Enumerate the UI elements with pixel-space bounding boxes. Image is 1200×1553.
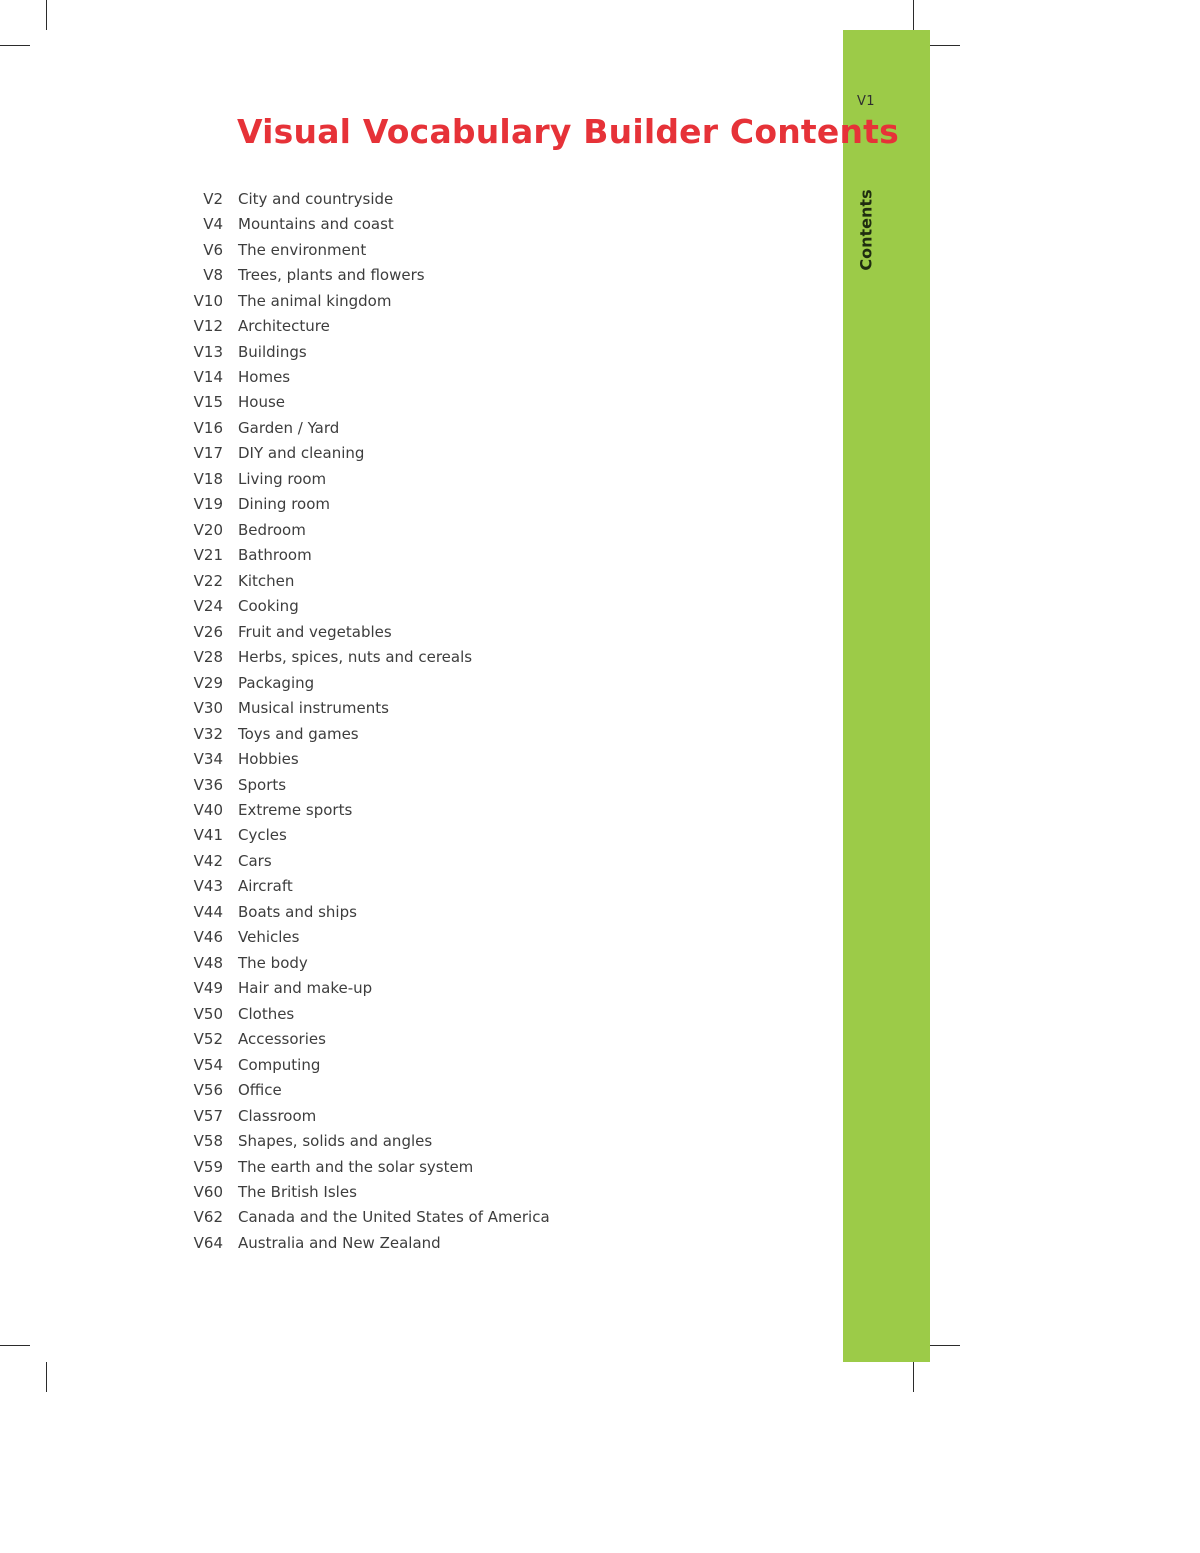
contents-entry: [180, 1205, 550, 1230]
contents-entry-title: The earth and the solar system: [238, 1157, 474, 1176]
contents-page-number: V17: [193, 444, 223, 463]
contents-page-number: V52: [193, 1030, 223, 1049]
contents-entry: [180, 695, 550, 720]
contents-entry: [180, 772, 550, 797]
contents-entry: [180, 1230, 550, 1255]
contents-page-number: V50: [193, 1004, 223, 1023]
contents-entry-title: The body: [238, 953, 308, 972]
contents-entry-title: Boats and ships: [238, 902, 357, 921]
contents-entry: [180, 619, 550, 644]
contents-entry: [180, 517, 550, 542]
contents-page-number: V36: [193, 775, 223, 794]
contents-entry-title: Garden / Yard: [238, 418, 340, 437]
contents-page-number: V24: [193, 597, 223, 616]
contents-entry: [180, 874, 550, 899]
contents-list: [180, 186, 550, 1256]
contents-entry: [180, 721, 550, 746]
contents-page-number: V14: [193, 368, 223, 387]
contents-page-number: V62: [193, 1208, 223, 1227]
contents-entry-title: Buildings: [238, 342, 307, 361]
contents-entry-title: Homes: [238, 368, 291, 387]
contents-entry-title: Clothes: [238, 1004, 295, 1023]
contents-entry-title: The environment: [238, 240, 367, 259]
crop-mark-top-left-vertical: [46, 0, 47, 30]
contents-page-number: V19: [193, 495, 223, 514]
contents-entry-title: Cars: [238, 851, 272, 870]
contents-page-number: V21: [193, 546, 223, 565]
contents-entry: [180, 262, 550, 287]
crop-mark-top-left-horizontal: [0, 45, 30, 46]
crop-mark-bottom-right-vertical: [913, 1362, 914, 1392]
contents-page-number: V34: [193, 750, 223, 769]
contents-entry: [180, 288, 550, 313]
contents-entry-title: Computing: [238, 1055, 321, 1074]
contents-entry-title: Accessories: [238, 1030, 326, 1049]
contents-entry-title: Vehicles: [238, 928, 300, 947]
contents-entry-title: Fruit and vegetables: [238, 622, 392, 641]
contents-entry: [180, 1026, 550, 1051]
contents-entry-title: Trees, plants and flowers: [238, 266, 425, 285]
contents-entry-title: Cycles: [238, 826, 287, 845]
contents-entry: [180, 339, 550, 364]
contents-entry: [180, 1179, 550, 1204]
contents-entry: [180, 1052, 550, 1077]
contents-page-number: V12: [193, 317, 223, 336]
contents-entry-title: Office: [238, 1081, 282, 1100]
contents-page-number: V46: [193, 928, 223, 947]
contents-entry: [180, 211, 550, 236]
crop-mark-bottom-left-horizontal: [0, 1345, 30, 1346]
contents-page-number: V57: [193, 1106, 223, 1125]
contents-entry: [180, 1077, 550, 1102]
contents-entry-title: Cooking: [238, 597, 299, 616]
contents-page-number: V22: [193, 571, 223, 590]
crop-mark-bottom-right-horizontal: [930, 1345, 960, 1346]
contents-entry-title: The animal kingdom: [238, 291, 392, 310]
contents-page-number: V41: [193, 826, 223, 845]
contents-entry: [180, 976, 550, 1001]
contents-entry-title: Architecture: [238, 317, 330, 336]
contents-entry-title: Kitchen: [238, 571, 295, 590]
contents-entry: [180, 746, 550, 771]
contents-entry-title: Dining room: [238, 495, 330, 514]
contents-page-number: V59: [193, 1157, 223, 1176]
contents-entry: [180, 899, 550, 924]
contents-entry: [180, 492, 550, 517]
crop-mark-top-right-vertical: [913, 0, 914, 30]
contents-entry: [180, 823, 550, 848]
contents-entry-title: Bathroom: [238, 546, 312, 565]
contents-entry-title: Mountains and coast: [238, 215, 394, 234]
contents-page-number: V28: [193, 648, 223, 667]
contents-entry: [180, 415, 550, 440]
contents-entry-title: Sports: [238, 775, 287, 794]
contents-entry: [180, 950, 550, 975]
contents-entry-title: City and countryside: [238, 189, 394, 208]
contents-entry: [180, 186, 550, 211]
contents-entry-title: Australia and New Zealand: [238, 1233, 441, 1252]
contents-page-number: V49: [193, 979, 223, 998]
contents-entry: [180, 1001, 550, 1026]
contents-page-number: V20: [193, 520, 223, 539]
contents-entry: [180, 925, 550, 950]
contents-page-number: V26: [193, 622, 223, 641]
contents-entry-title: Hobbies: [238, 750, 299, 769]
contents-entry-title: Herbs, spices, nuts and cereals: [238, 648, 473, 667]
contents-page-number: V44: [193, 902, 223, 921]
contents-page-number: V8: [203, 266, 223, 285]
contents-entry-title: Musical instruments: [238, 699, 389, 718]
contents-page-number: V42: [193, 851, 223, 870]
page-number: V1: [857, 94, 875, 109]
contents-entry: [180, 644, 550, 669]
contents-entry-title: DIY and cleaning: [238, 444, 365, 463]
contents-entry: [180, 364, 550, 389]
contents-entry: [180, 1103, 550, 1128]
contents-entry-title: House: [238, 393, 286, 412]
contents-page-number: V56: [193, 1081, 223, 1100]
contents-page-number: V64: [193, 1233, 223, 1252]
crop-mark-bottom-left-vertical: [46, 1362, 47, 1392]
contents-entry: [180, 543, 550, 568]
contents-entry-title: Packaging: [238, 673, 315, 692]
contents-page-number: V2: [203, 189, 223, 208]
contents-page-number: V13: [193, 342, 223, 361]
contents-entry-title: Canada and the United States of America: [238, 1208, 550, 1227]
contents-entry-title: Living room: [238, 469, 327, 488]
contents-page-number: V18: [193, 469, 223, 488]
contents-entry-title: Aircraft: [238, 877, 293, 896]
contents-entry: [180, 670, 550, 695]
contents-entry-title: Toys and games: [238, 724, 359, 743]
contents-page-number: V30: [193, 699, 223, 718]
contents-page-number: V60: [193, 1183, 223, 1202]
contents-entry: [180, 848, 550, 873]
contents-page-number: V10: [193, 291, 223, 310]
contents-entry: [180, 568, 550, 593]
section-tab-label: Contents: [856, 189, 876, 271]
contents-entry-title: The British Isles: [238, 1183, 357, 1202]
contents-entry: [180, 797, 550, 822]
page-title: Visual Vocabulary Builder Contents: [237, 112, 899, 151]
contents-page-number: V40: [193, 800, 223, 819]
contents-entry-title: Bedroom: [238, 520, 306, 539]
contents-page-number: V4: [203, 215, 223, 234]
contents-entry: [180, 313, 550, 338]
contents-page-number: V58: [193, 1132, 223, 1151]
contents-entry: [180, 594, 550, 619]
contents-page-number: V32: [193, 724, 223, 743]
contents-page-number: V29: [193, 673, 223, 692]
contents-entry: [180, 390, 550, 415]
contents-entry: [180, 1128, 550, 1153]
contents-page-number: V15: [193, 393, 223, 412]
contents-entry: [180, 441, 550, 466]
contents-page-number: V16: [193, 418, 223, 437]
contents-entry-title: Shapes, solids and angles: [238, 1132, 433, 1151]
contents-entry-title: Hair and make-up: [238, 979, 373, 998]
contents-page-number: V48: [193, 953, 223, 972]
contents-page-number: V54: [193, 1055, 223, 1074]
contents-entry-title: Extreme sports: [238, 800, 353, 819]
contents-entry: [180, 466, 550, 491]
crop-mark-top-right-horizontal: [930, 45, 960, 46]
contents-entry: [180, 237, 550, 262]
contents-entry: [180, 1154, 550, 1179]
contents-page-number: V43: [193, 877, 223, 896]
contents-entry-title: Classroom: [238, 1106, 317, 1125]
contents-page-number: V6: [203, 240, 223, 259]
